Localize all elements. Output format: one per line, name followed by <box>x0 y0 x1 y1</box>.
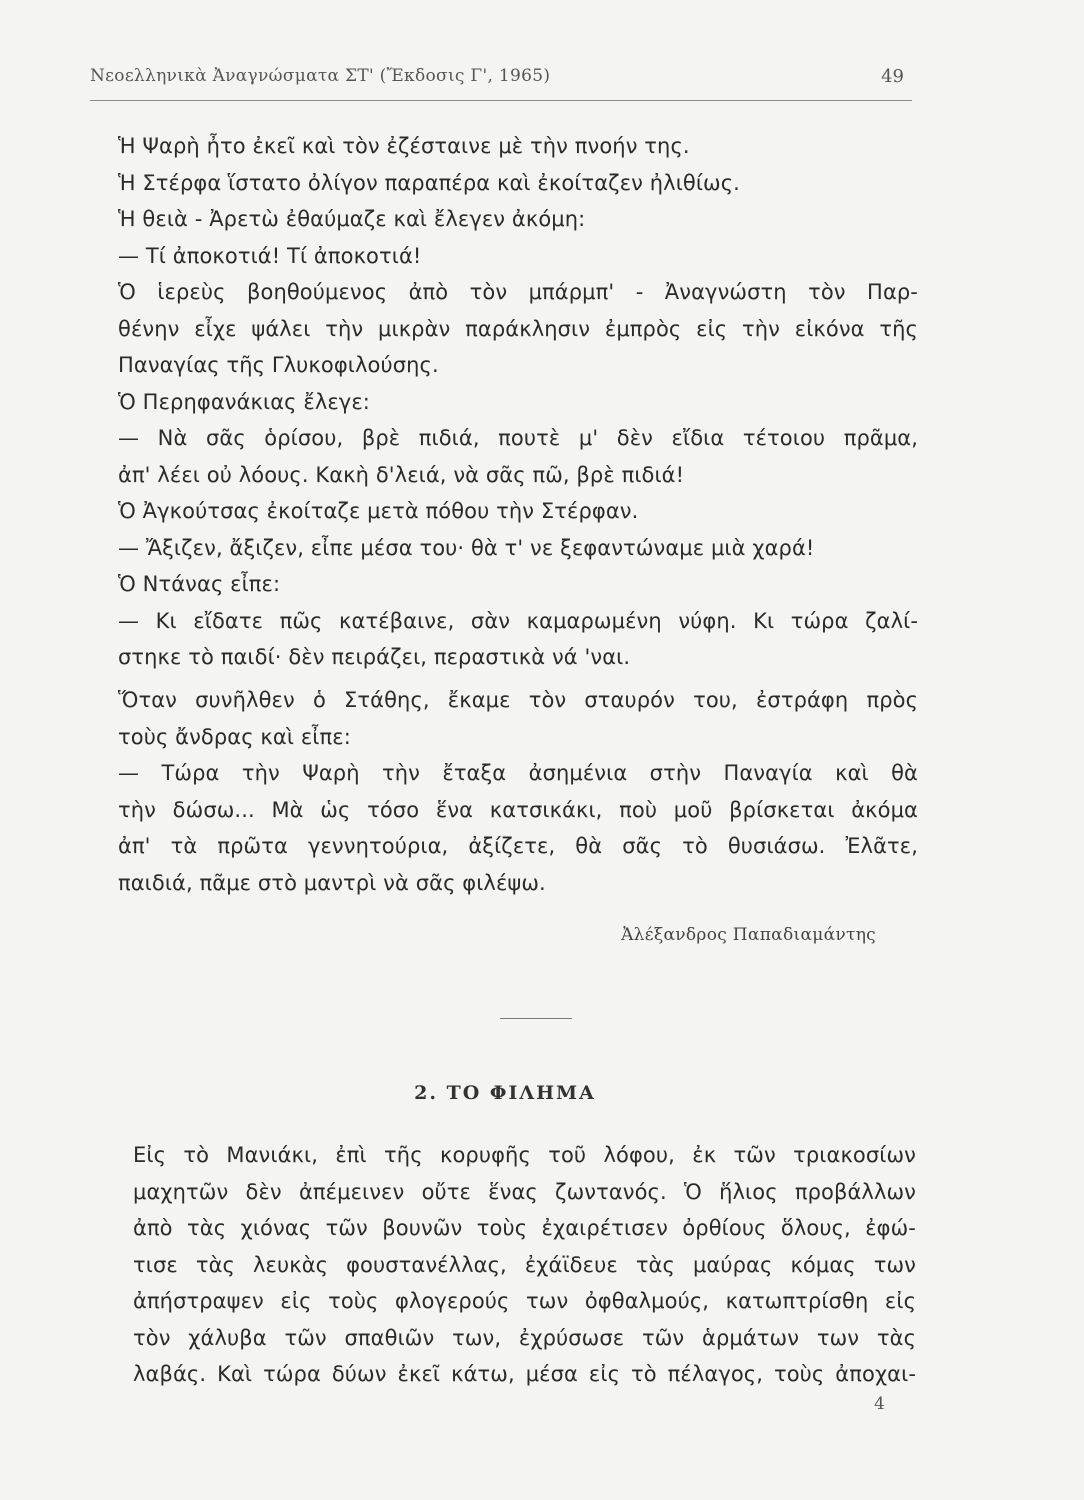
text-line: ἀπὸ τὰς χιόνας τῶν βουνῶν τοὺς ἐχαιρέτισεν ὀρθίους ὅλους, ἐφώ- <box>133 1216 916 1240</box>
page-number: 49 <box>881 66 904 87</box>
story-text <box>118 128 918 676</box>
text-line: Ὁ ἱερεὺς βοηθούμενος ἀπὸ τὸν μπάρμπ' - Ἀναγνώστη τὸν Παρ- <box>118 280 918 304</box>
text-line: Ἡ Ψαρὴ ἦτο ἐκεῖ καὶ τὸν ἐζέσταινε μὲ τὴν πνοήν της. <box>118 134 690 158</box>
text-line: Ὁ Ἀγκούτσας ἐκοίταζε μετὰ πόθου τὴν Στέρφαν. <box>118 499 639 523</box>
text-line: Ὁ Περηφανάκιας ἔλεγε: <box>118 389 370 414</box>
text-line: τοὺς ἄνδρας καὶ εἶπε: <box>118 724 351 749</box>
text-line: θένην εἶχε ψάλει τὴν μικρὰν παράκλησιν ἐμπρὸς εἰς τὴν εἰκόνα τῆς <box>118 316 918 341</box>
text-line: — Νὰ σᾶς ὁρίσου, βρὲ πιδιά, πουτὲ μ' δὲν εἴδια τέτοιου πρᾶμα, <box>118 426 918 450</box>
text-line: μαχητῶν δὲν ἀπέμεινεν οὔτε ἕνας ζωντανός. Ὁ ἥλιος προβάλλων <box>133 1179 916 1204</box>
text-line: Εἰς τὸ Μανιάκι, ἐπὶ τῆς κορυφῆς τοῦ λόφου, ἐκ τῶν τριακοσίων <box>133 1143 916 1167</box>
text-line: — Τί ἀποκοτιά! Τί ἀποκοτιά! <box>118 243 422 268</box>
text-line: τὴν δώσω... Μὰ ὡς τόσο ἕνα κατσικάκι, ποὺ μοῦ βρίσκεται ἀκόμα <box>118 797 918 822</box>
section2-text <box>133 1137 916 1393</box>
text-line: λαβάς. Καὶ τώρα δύων ἐκεῖ κάτω, μέσα εἰς τὸ πέλαγος, τοὺς ἀποχαι- <box>133 1362 916 1386</box>
page-header <box>90 66 912 102</box>
running-title: Νεοελληνικὰ Ἀναγνώσματα ΣΤ' (Ἔκδοσις Γ', 1965) <box>90 66 551 86</box>
text-line: Ὅταν συνῆλθεν ὁ Στάθης, ἔκαμε τὸν σταυρόν του, ἐστράφη πρὸς <box>118 688 918 712</box>
text-line: — Κι εἴδατε πῶς κατέβαινε, σὰν καμαρωμένη νύφη. Κι τώρα ζαλί- <box>118 608 918 633</box>
text-line: παιδιά, πᾶμε στὸ μαντρὶ νὰ σᾶς φιλέψω. <box>118 870 546 895</box>
text-line: — Τώρα τὴν Ψαρὴ τὴν ἔταξα ἀσημένια στὴν Παναγία καὶ θὰ <box>118 761 918 785</box>
section-heading: 2. ΤΟ ΦΙΛΗΜΑ <box>414 1082 596 1104</box>
signature-mark: 4 <box>874 1394 885 1414</box>
header-rule <box>90 100 912 101</box>
author-signature: Ἀλέξανδρος Παπαδιαμάντης <box>621 925 876 945</box>
ending-text <box>118 682 918 901</box>
text-line: Ἡ θειὰ - Ἀρετὼ ἐθαύμαζε καὶ ἔλεγεν ἀκόμη: <box>118 207 586 231</box>
text-line: Ἡ Στέρφα ἵστατο ὀλίγον παραπέρα καὶ ἐκοίταζεν ἠλιθίως. <box>118 170 740 195</box>
text-line: Παναγίας τῆς Γλυκοφιλούσης. <box>118 353 439 377</box>
section-divider <box>500 1018 572 1019</box>
text-line: τὸν χάλυβα τῶν σπαθιῶν των, ἐχρύσωσε τῶν ἁρμάτων των τὰς <box>133 1325 916 1350</box>
text-line: ἀπήστραψεν εἰς τοὺς φλογερούς των ὀφθαλμούς, κατωπτρίσθη εἰς <box>133 1289 916 1313</box>
text-line: Ὁ Ντάνας εἶπε: <box>118 572 281 596</box>
text-line: τισε τὰς λευκὰς φουστανέλλας, ἐχάϊδευε τὰς μαύρας κόμας των <box>133 1252 916 1277</box>
text-line: ἀπ' τὰ πρῶτα γεννητούρια, ἀξίζετε, θὰ σᾶς τὸ θυσιάσω. Ἐλᾶτε, <box>118 834 918 858</box>
text-line: — Ἄξιζεν, ἄξιζεν, εἶπε μέσα του· θὰ τ' νε ξεφαντώναμε μιὰ χαρά! <box>118 535 815 560</box>
text-line: στηκε τὸ παιδί· δὲν πειράζει, περαστικὰ νά 'ναι. <box>118 645 631 669</box>
text-line: ἀπ' λέει οὐ λόους. Κακὴ δ'λειά, νὰ σᾶς πῶ, βρὲ πιδιά! <box>118 462 685 487</box>
